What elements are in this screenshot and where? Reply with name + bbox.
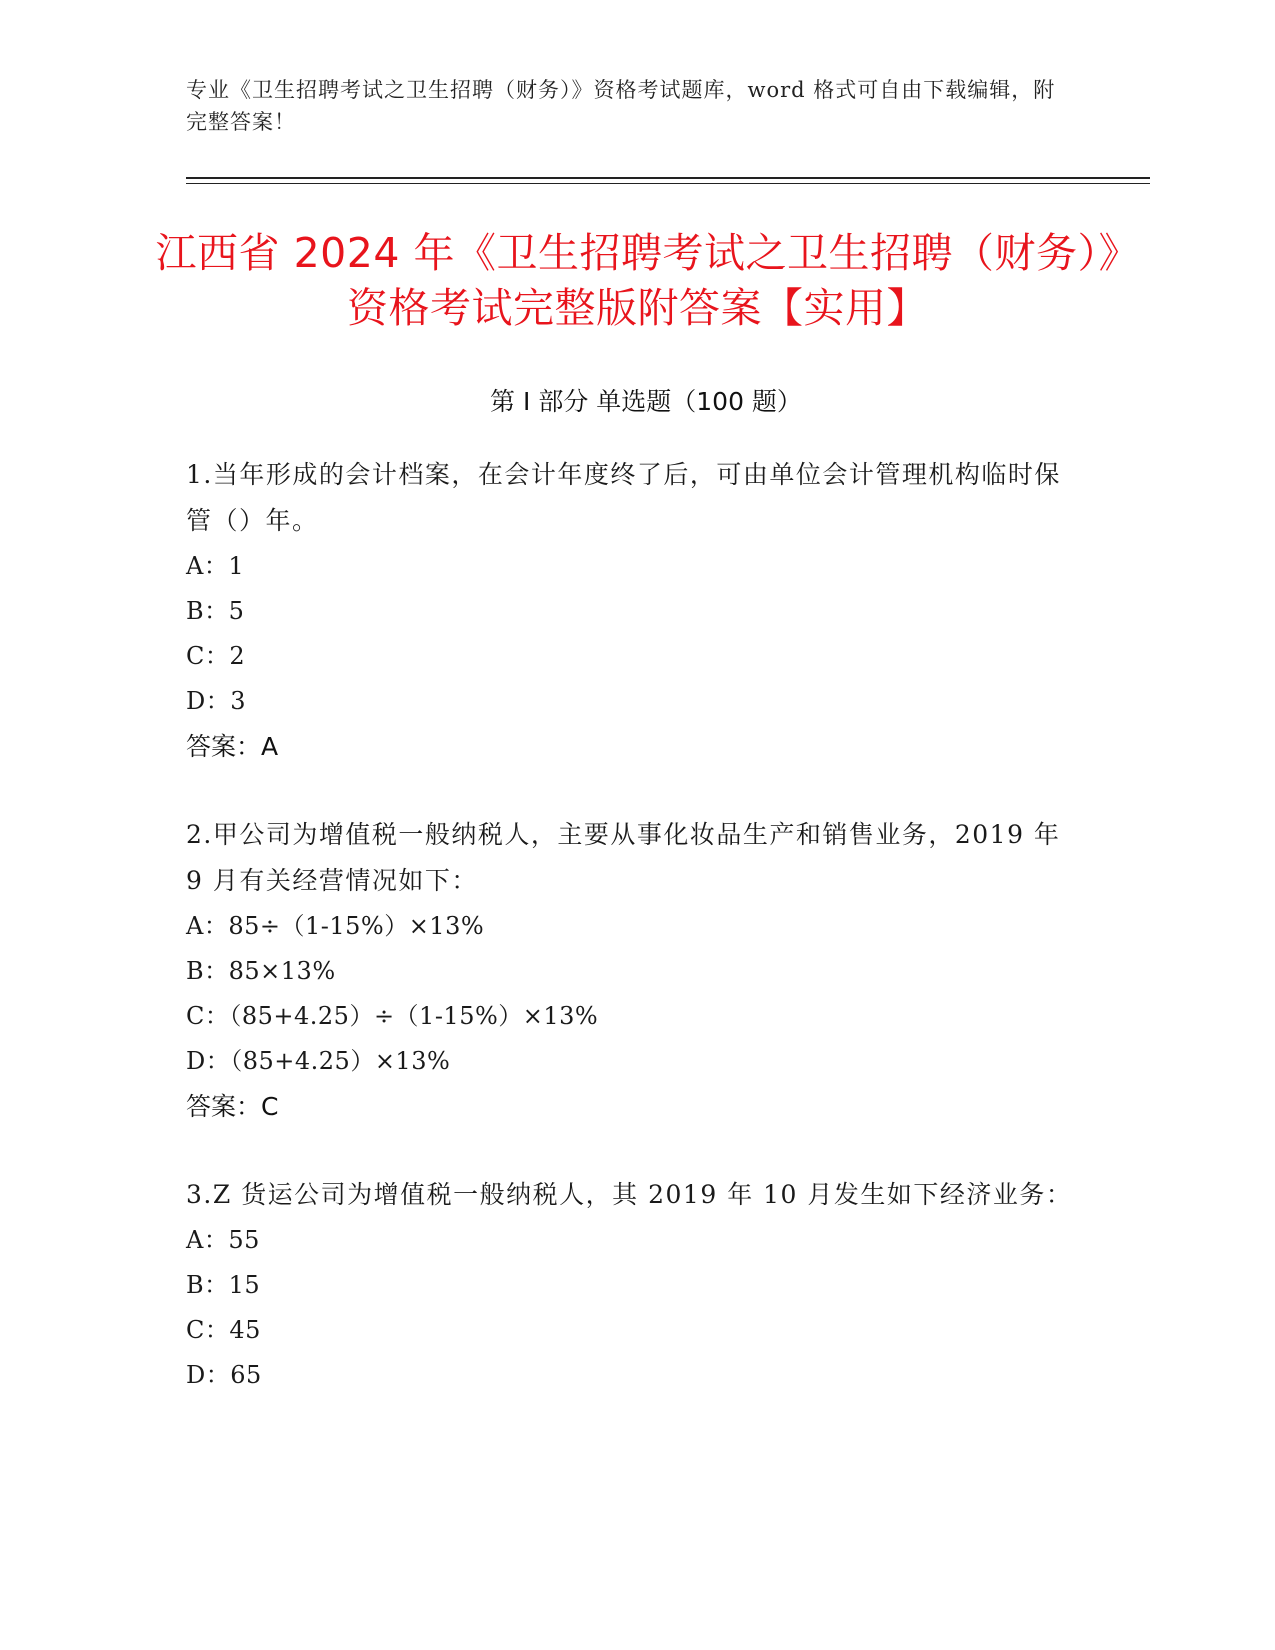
answer: 答案：A <box>186 732 279 761</box>
section-title: 第 I 部分 单选题（100 题） <box>490 387 802 416</box>
option-b: B：15 <box>186 1271 261 1299</box>
option-b: B：85×13% <box>186 957 336 985</box>
option-c: C：2 <box>186 642 246 670</box>
header-divider-thick <box>186 177 1150 179</box>
question-1 <box>186 452 1086 770</box>
option-b: B：5 <box>186 597 245 625</box>
answer: 答案：C <box>186 1092 279 1121</box>
option-d: D：3 <box>186 687 247 715</box>
option-d: D：（85+4.25）×13% <box>186 1047 451 1075</box>
option-a: A：85÷（1-15%）×13% <box>186 912 485 940</box>
option-a: A：1 <box>186 552 245 580</box>
question-text: 1.当年形成的会计档案，在会计年度终了后，可由单位会计管理机构临时保管（）年。 <box>186 460 1061 535</box>
question-3 <box>186 1172 1086 1398</box>
question-2 <box>186 812 1086 1130</box>
document-title: 江西省 2024 年《卫生招聘考试之卫生招聘（财务）》资格考试完整版附答案【实用】 <box>155 229 1120 332</box>
header-divider-thin <box>186 183 1150 184</box>
option-c: C：（85+4.25）÷（1-15%）×13% <box>186 1002 599 1030</box>
option-a: A：55 <box>186 1226 260 1254</box>
question-text: 2.甲公司为增值税一般纳税人，主要从事化妆品生产和销售业务，2019 年 9 月有关经营情况如下： <box>186 820 1061 895</box>
header-note: 专业《卫生招聘考试之卫生招聘（财务）》资格考试题库，word 格式可自由下载编辑，附完整答案！ <box>186 78 1056 134</box>
option-d: D：65 <box>186 1361 262 1389</box>
question-text: 3.Z 货运公司为增值税一般纳税人，其 2019 年 10 月发生如下经济业务： <box>186 1180 1073 1209</box>
option-c: C：45 <box>186 1316 261 1344</box>
